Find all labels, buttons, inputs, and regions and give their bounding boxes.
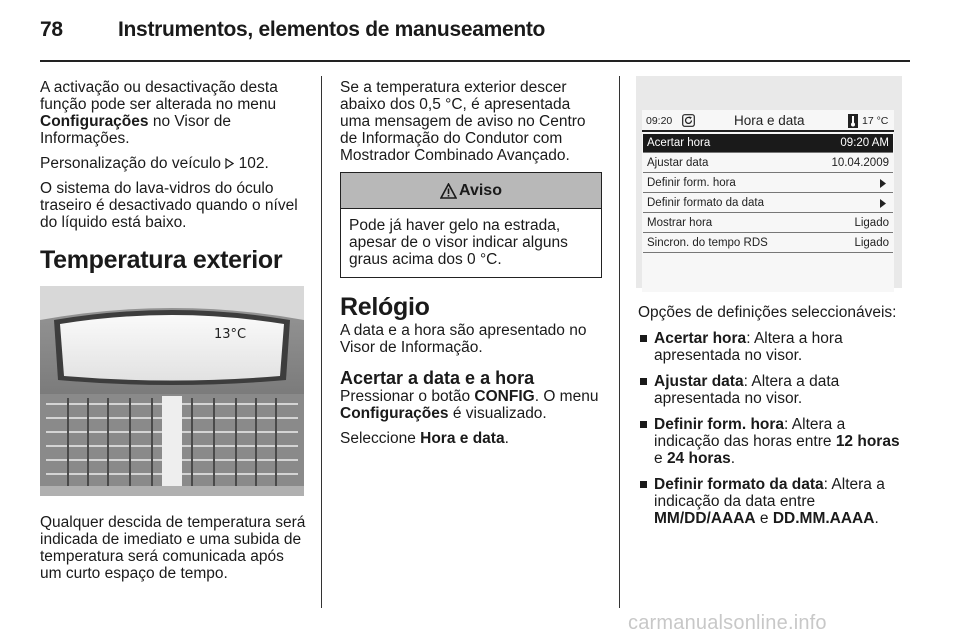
- text: no Visor de Informações.: [40, 113, 231, 147]
- option-item: [638, 476, 900, 527]
- bullet-icon: [640, 335, 647, 342]
- paragraph-config-button: [340, 388, 604, 422]
- subsection-title-set-date-time: Acertar a data e a hora: [340, 368, 535, 388]
- screen-menu-value: Ligado: [854, 217, 889, 229]
- option-description: : Altera a indicação da data entre: [654, 476, 885, 510]
- options-list: [638, 304, 900, 536]
- screen-menu-label: Sincron. do tempo RDS: [647, 237, 768, 249]
- section-title-clock: Relógio: [340, 293, 430, 321]
- screen-menu-item-show-time[interactable]: [643, 214, 893, 233]
- section-title-temperature: Temperatura exterior: [40, 246, 283, 274]
- page-number: 78: [40, 18, 63, 41]
- screen-menu-item-set-date[interactable]: [643, 154, 893, 173]
- text: A activação ou desactivação desta função pode ser alterada no menu: [40, 79, 278, 113]
- screen-time: 09:20: [646, 115, 673, 127]
- screen-status-bar: [642, 110, 894, 132]
- warning-body: Pode já haver gelo na estrada, apesar de o visor indicar alguns graus acima dos 0 °C.: [349, 217, 568, 268]
- header-divider: [40, 60, 910, 62]
- screen-menu-label: Definir form. hora: [647, 177, 736, 189]
- text: é visualizado.: [448, 405, 547, 422]
- paragraph-select: [340, 430, 604, 447]
- option-description: : Altera a indicação das horas entre: [654, 416, 846, 450]
- thermometer-icon: [848, 114, 858, 128]
- watermark: carmanualsonline.info: [628, 612, 827, 634]
- text: . O menu: [534, 388, 599, 405]
- option-item: [638, 416, 900, 467]
- text: e: [755, 510, 773, 527]
- screen-menu-item-set-time[interactable]: [643, 134, 893, 153]
- options-intro: Opções de definições seleccionáveis:: [638, 304, 897, 321]
- option-name: Acertar hora: [654, 330, 747, 347]
- screen-temperature: 17 °C: [862, 115, 889, 127]
- bullet-icon: [640, 481, 647, 488]
- page-title: Instrumentos, elementos de manuseamento: [118, 18, 546, 41]
- page-reference: 102.: [238, 155, 269, 172]
- screen-menu-value: Ligado: [854, 237, 889, 249]
- screen-menu-value: 10.04.2009: [831, 157, 889, 169]
- screen-menu-item-time-format[interactable]: [643, 174, 893, 193]
- option-item: [638, 330, 900, 364]
- submenu-arrow-icon: [879, 178, 887, 189]
- screen-title: Hora e data: [734, 113, 805, 128]
- column-middle: [340, 79, 604, 455]
- screen-menu-label: Definir formato da data: [647, 197, 764, 209]
- text: .: [730, 450, 736, 467]
- button-name: CONFIG: [474, 388, 535, 405]
- option-value: MM/DD/AAAA: [654, 510, 756, 527]
- option-name: Ajustar data: [654, 373, 744, 390]
- option-value: DD.MM.AAAA: [772, 510, 875, 527]
- paragraph-washer: O sistema do lava-vidros do óculo traseiro é desactivado quando o nível do líquido está baixo.: [40, 180, 298, 231]
- dashboard-temp-readout: 13°C: [214, 327, 247, 342]
- text: Seleccione: [340, 430, 421, 447]
- page-reference-icon: [225, 158, 234, 169]
- warning-title: Aviso: [459, 182, 502, 199]
- option-value: 12 horas: [835, 433, 900, 450]
- info-display-screen: [642, 110, 894, 292]
- screen-menu-item-rds-sync[interactable]: [643, 234, 893, 253]
- paragraph-temperature-changes: Qualquer descida de temperatura será indicada de imediato e uma subida de temperatura será comunicada após um curto espaço de tempo.: [40, 514, 306, 582]
- option-name: Definir formato da data: [654, 476, 824, 493]
- warning-header: [341, 173, 601, 209]
- warning-box: [340, 172, 602, 278]
- option-name: Definir form. hora: [654, 416, 785, 433]
- paragraph-personalization: [40, 155, 306, 172]
- menu-item-name: Hora e data: [420, 430, 505, 447]
- refresh-icon: [682, 114, 695, 127]
- menu-name: Configurações: [340, 405, 449, 422]
- paragraph-warning-message: Se a temperatura exterior descer abaixo dos 0,5 °C, é apresentada uma mensagem de aviso no Centro de Informação do Condutor com Mostrador Combinado Avançado.: [340, 79, 586, 164]
- screen-menu-label: Acertar hora: [647, 137, 711, 149]
- bullet-icon: [640, 421, 647, 428]
- warning-triangle-icon: [440, 183, 457, 199]
- screen-menu-item-date-format[interactable]: [643, 194, 893, 213]
- page-header: [40, 18, 920, 58]
- screen-menu-value: 09:20 AM: [840, 137, 889, 149]
- column-divider: [619, 76, 620, 608]
- text: .: [874, 510, 879, 527]
- paragraph-config-menu: [40, 79, 306, 147]
- paragraph-clock: A data e a hora são apresentado no Visor de Informação.: [340, 322, 587, 356]
- submenu-arrow-icon: [879, 198, 887, 209]
- option-value: 24 horas: [666, 450, 731, 467]
- option-item: [638, 373, 900, 407]
- text: e: [654, 450, 667, 467]
- info-display-illustration: [636, 76, 902, 288]
- text: .: [504, 430, 509, 447]
- column-divider: [321, 76, 322, 608]
- column-left: [40, 79, 306, 275]
- screen-menu-label: Ajustar data: [647, 157, 709, 169]
- text: Personalização do veículo: [40, 155, 226, 172]
- bullet-icon: [640, 378, 647, 385]
- option-description: : Altera a hora apresentada no visor.: [654, 330, 843, 364]
- text: Pressionar o botão: [340, 388, 475, 405]
- menu-name: Configurações: [40, 113, 149, 130]
- option-description: : Altera a data apresentada no visor.: [654, 373, 840, 407]
- dashboard-display-photo: [40, 286, 304, 496]
- screen-menu-label: Mostrar hora: [647, 217, 713, 229]
